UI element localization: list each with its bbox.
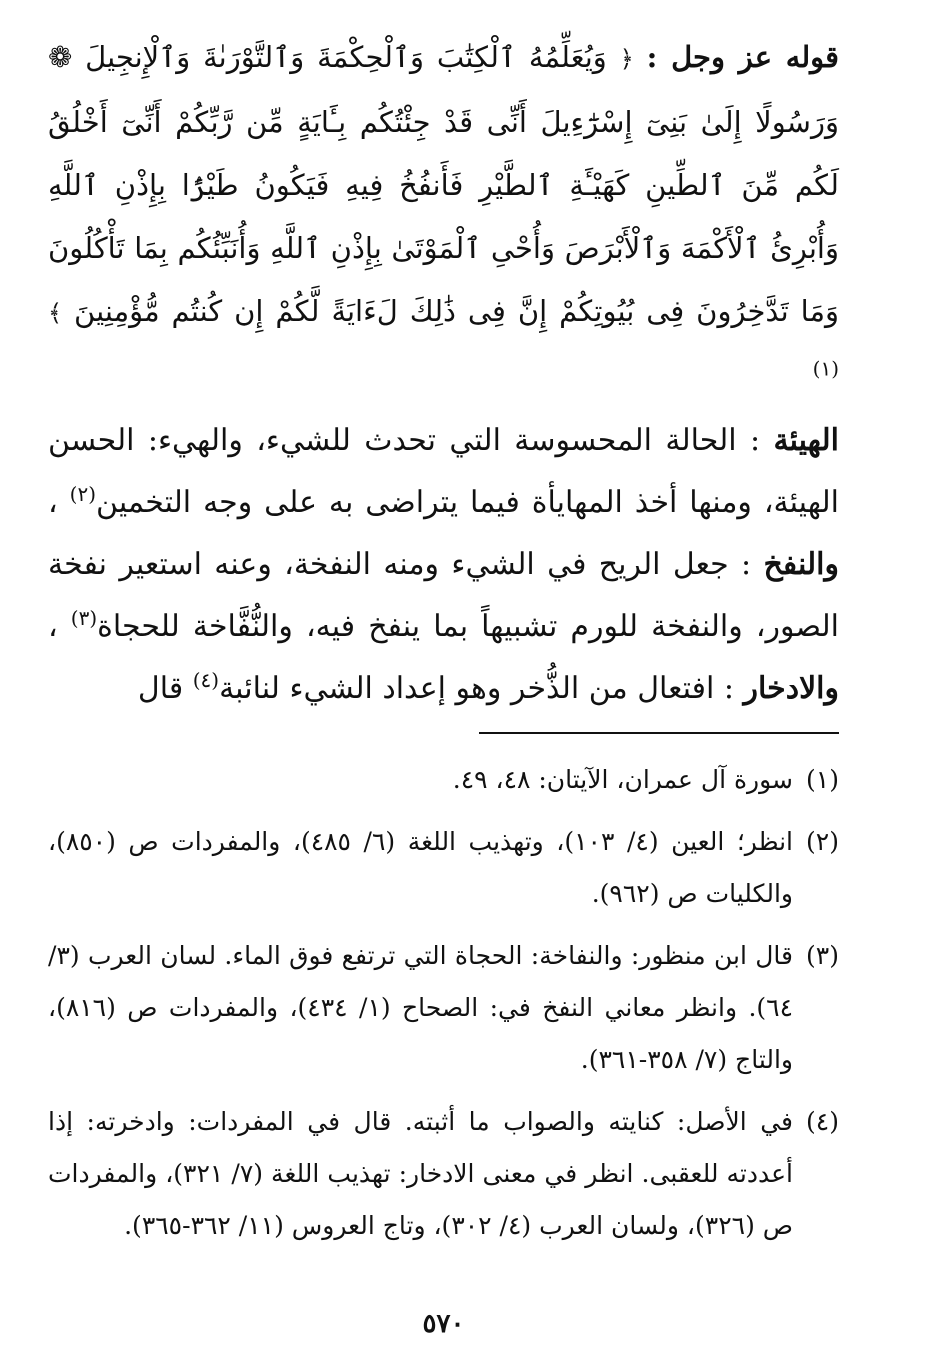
footnote-number: (١) (806, 765, 839, 794)
footnote-number: (٣) (806, 941, 839, 970)
footnote-2 (48, 816, 839, 920)
footnote-ref-1: (١) (812, 356, 839, 381)
footnote-ref-2: (٢) (69, 482, 97, 506)
definition-iddikhar: : افتعال من الذُّخر وهو إعداد الشيء لنائبة (219, 671, 734, 706)
continuation-word: قال (137, 671, 184, 706)
footnote-divider (479, 732, 839, 734)
verse-paragraph (48, 26, 839, 408)
definition-hay: : الحالة المحسوسة التي تحدث للشيء، والهيء: الحسن الهيئة، ومنها أخذ المهايأة فيما يتراضى به على وجه التخمين (48, 423, 839, 520)
page (48, 26, 839, 1370)
term-nafkh: والنفخ (763, 547, 839, 582)
close-bracket: ﴾ (48, 299, 63, 327)
footnote-text: سورة آل عمران، الآيتان: ٤٨، ٤٩. (452, 765, 793, 794)
footnotes-list (48, 754, 839, 1262)
footnote-4 (48, 1096, 839, 1252)
quran-verse-text: وَيُعَلِّمُهُ ٱلْكِتَٰبَ وَٱلْحِكْمَةَ وَٱلتَّوْرَىٰةَ وَٱلْإِنجِيلَ ❁ وَرَسُولًا إِلَىٰ بَنِىٓ إِسْرَٰٓءِيلَ أَنِّى قَدْ جِئْتُكُم بِـَٔايَةٍ مِّن رَّبِّكُمْ أَنِّىٓ أَخْلُقُ لَكُم مِّنَ ٱلطِّينِ كَهَيْـَٔةِ ٱلطَّيْرِ فَأَنفُخُ فِيهِ فَيَكُونُ طَيْرًۢا بِإِذْنِ ٱللَّهِ وَأُبْرِئُ ٱلْأَكْمَهَ وَٱلْأَبْرَصَ وَأُحْىِ ٱلْمَوْتَىٰ بِإِذْنِ ٱللَّهِ وَأُنَبِّئُكُم بِمَا تَأْكُلُونَ وَمَا تَدَّخِرُونَ فِى بُيُوتِكُمْ إِنَّ فِى ذَٰلِكَ لَءَايَةً لَّكُمْ إِن كُنتُم مُّؤْمِنِينَ (48, 40, 840, 328)
footnote-text: قال ابن منظور: والنفاخة: الحجاة التي ترتفع فوق الماء. لسان العرب (٣/ ٦٤). وانظر معاني النفخ في: الصحاح (١/ ٤٣٤)، والمفردات ص (٨١٦)، والتاج (٧/ ٣٥٨-٣٦١). (48, 941, 794, 1074)
term-hay: الهيئة (773, 423, 839, 458)
footnote-number: (٤) (806, 1107, 839, 1136)
punct-2: ، (48, 609, 58, 644)
term-iddikhar: والادخار (743, 671, 839, 706)
footnote-ref-3: (٣) (70, 606, 98, 630)
explanation-paragraph (48, 410, 839, 720)
footnote-3 (48, 930, 839, 1086)
definition-nafkh: : جعل الريح في الشيء ومنه النفخة، وعنه استعير نفخة الصور، والنفخة للورم تشبيهاً بما ينفخ فيه، والنُّفَّاخة للحجاة (48, 547, 839, 644)
footnote-text: انظر؛ العين (٤/ ١٠٣)، وتهذيب اللغة (٦/ ٤٨٥)، والمفردات ص (٨٥٠)، والكليات ص (٩٦٢). (48, 827, 794, 908)
footnote-ref-4: (٤) (192, 668, 220, 692)
footnote-1 (48, 754, 839, 806)
verse-intro: قوله عز وجل : (646, 40, 839, 74)
footnote-number: (٢) (806, 827, 839, 856)
footnote-text: في الأصل: كنايته والصواب ما أثبته. قال في المفردات: وادخرته: إذا أعددته للعقبى. انظر في معنى الادخار: تهذيب اللغة (٧/ ٣٢١)، والمفردات ص (٣٢٦)، ولسان العرب (٤/ ٣٠٢)، وتاج العروس (١١/ ٣٦٢-٣٦٥). (48, 1107, 793, 1240)
punct-1: ، (48, 485, 58, 520)
page-number: ٥٧٠ (422, 1309, 465, 1339)
open-bracket: ﴿ (619, 45, 634, 73)
